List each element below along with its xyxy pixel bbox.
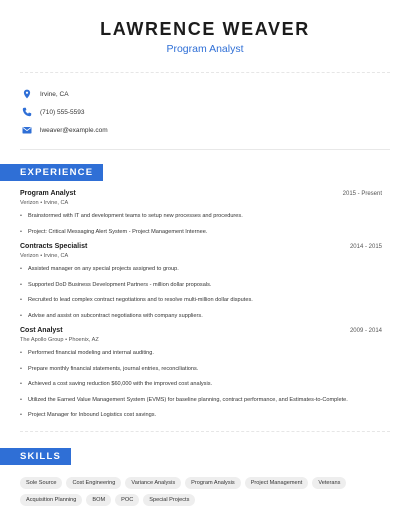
list-item: • Supported DoD Business Development Partners - million dollar proposals.	[20, 279, 382, 295]
contact-phone	[22, 103, 410, 121]
job-entry	[0, 327, 410, 425]
list-item: • Achieved a cost saving reduction $60,000 with the improved cost analysis.	[20, 378, 382, 394]
skill-chip: Acquisition Planning	[20, 494, 82, 506]
list-item: • Project: Critical Messaging Alert System - Project Management Internee.	[20, 226, 382, 242]
contact-phone-text: (710) 555-5593	[40, 108, 85, 116]
job-dates: 2014 - 2015	[349, 244, 382, 250]
job-title: Program Analyst	[20, 190, 76, 197]
job-bullets	[20, 263, 382, 325]
list-item: • Recruited to lead complex contract negotiations and to resolve multi-million dollar disputes.	[20, 294, 382, 310]
candidate-title: Program Analyst	[166, 43, 244, 55]
job-company: Verizon • Irvine, CA	[20, 253, 69, 259]
job-company: The Apollo Group • Phoenix, AZ	[20, 337, 99, 343]
list-item: • Project Manager for Inbound Logistics cost savings.	[20, 409, 382, 425]
skill-chip: Special Projects	[143, 494, 195, 506]
skill-chip: Project Management	[245, 477, 309, 489]
skill-chip: Sole Source	[20, 477, 62, 489]
resume-header	[0, 0, 410, 56]
contact-email-link[interactable]: lweaver@example.com	[40, 126, 108, 134]
job-bullets	[20, 347, 382, 425]
job-company: Verizon • Irvine, CA	[20, 200, 69, 206]
skills-list	[0, 477, 410, 506]
contact-email[interactable]	[22, 121, 410, 139]
job-dates: 2009 - 2014	[349, 328, 382, 334]
list-item: • Advise and assist on subcontract negotiations with company suppliers.	[20, 310, 382, 326]
list-item: • Brainstormed with IT and development teams to setup new processes and procedures.	[20, 210, 382, 226]
candidate-name: LAWRENCE WEAVER	[100, 19, 310, 39]
skill-chip: BOM	[86, 494, 111, 506]
list-item: • Assisted manager on any special projects assigned to group.	[20, 263, 382, 279]
job-bullets	[20, 210, 382, 241]
experience-heading: EXPERIENCE	[0, 164, 103, 181]
contact-section	[0, 73, 410, 149]
skill-chip: Cost Engineering	[66, 477, 121, 489]
skill-chip: POC	[115, 494, 139, 506]
job-entry	[0, 243, 410, 325]
job-dates: 2015 - Present	[342, 191, 382, 197]
job-title: Contracts Specialist	[20, 243, 88, 250]
skills-heading: SKILLS	[0, 448, 71, 465]
job-title: Cost Analyst	[20, 327, 63, 334]
job-entry	[0, 190, 410, 241]
location-pin-icon	[22, 89, 32, 99]
phone-icon	[22, 107, 32, 117]
list-item: • Prepare monthly financial statements, journal entries, reconciliations.	[20, 363, 382, 379]
contact-location-text: Irvine, CA	[40, 90, 69, 98]
list-item: • Performed financial modeling and internal auditing.	[20, 347, 382, 363]
skill-chip: Variance Analysis	[125, 477, 181, 489]
list-item: • Utilized the Earned Value Management System (EVMS) for baseline planning, contract performance, and Estimates-to-Complete.	[20, 394, 382, 410]
mail-icon	[22, 125, 32, 135]
skill-chip: Veterans	[312, 477, 346, 489]
skill-chip: Program Analysis	[185, 477, 241, 489]
contact-location	[22, 85, 410, 103]
